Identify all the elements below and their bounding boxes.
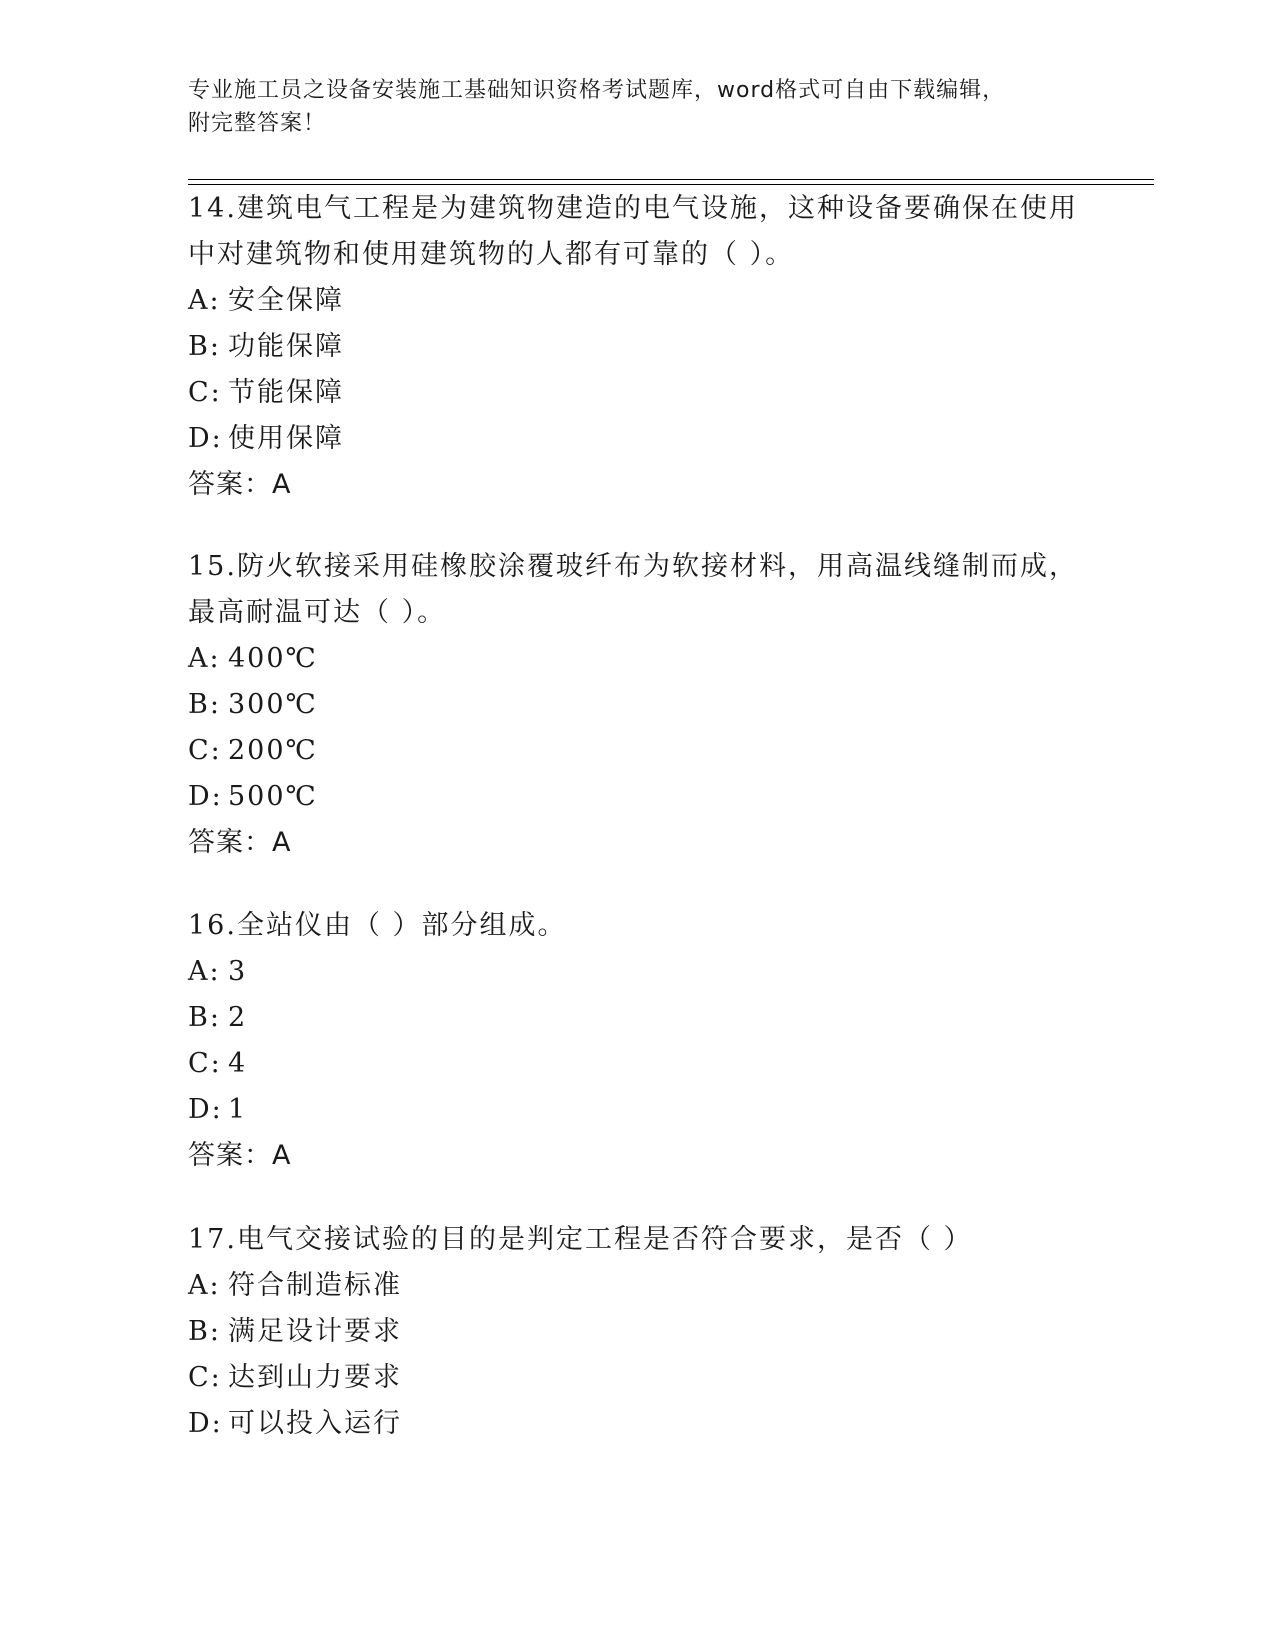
option-a (188, 949, 1108, 995)
option-d (188, 1401, 1108, 1447)
option-letter: B: (188, 1002, 221, 1033)
option-text: 400℃ (228, 643, 318, 674)
option-text: 500℃ (228, 781, 318, 812)
option-text: 3 (228, 956, 248, 987)
option-a (188, 636, 1108, 682)
option-text: 可以投入运行 (228, 1408, 402, 1439)
option-text: 安全保障 (228, 285, 344, 316)
document-header (188, 74, 1088, 140)
option-d (188, 774, 1108, 820)
option-letter: C: (188, 1362, 222, 1393)
option-c (188, 370, 1108, 416)
option-text: 2 (228, 1002, 248, 1033)
question-stem-line: 14.建筑电气工程是为建筑物建造的电气设施，这种设备要确保在使用 (188, 193, 1078, 224)
option-letter: A: (188, 643, 221, 674)
option-letter: C: (188, 1048, 222, 1079)
question-16 (188, 903, 1108, 1179)
header-divider-bottom (188, 184, 1154, 185)
option-text: 功能保障 (228, 331, 344, 362)
question-15 (188, 544, 1108, 866)
option-b (188, 682, 1108, 728)
option-text: 符合制造标准 (228, 1270, 402, 1301)
option-text: 节能保障 (228, 377, 344, 408)
option-letter: D: (188, 1408, 223, 1439)
option-letter: B: (188, 331, 221, 362)
option-letter: B: (188, 689, 221, 720)
option-letter: A: (188, 956, 221, 987)
option-b (188, 324, 1108, 370)
question-stem-line: 15.防火软接采用硅橡胶涂覆玻纤布为软接材料，用高温线缝制而成， (188, 551, 1078, 582)
answer-line: 答案：A (188, 469, 292, 500)
option-d (188, 1087, 1108, 1133)
option-letter: D: (188, 423, 223, 454)
header-line-2: 附完整答案！ (188, 111, 327, 136)
answer-line: 答案：A (188, 827, 292, 858)
question-stem-line: 17.电气交接试验的目的是判定工程是否符合要求，是否（ ） (188, 1224, 973, 1255)
option-c (188, 728, 1108, 774)
option-b (188, 1309, 1108, 1355)
option-letter: C: (188, 377, 222, 408)
question-17 (188, 1217, 1108, 1447)
option-d (188, 416, 1108, 462)
option-letter: D: (188, 1094, 223, 1125)
option-a (188, 278, 1108, 324)
option-text: 1 (228, 1094, 248, 1125)
header-line-1: 专业施工员之设备安装施工基础知识资格考试题库，word格式可自由下载编辑， (188, 78, 1006, 103)
option-text: 4 (228, 1048, 248, 1079)
option-text: 200℃ (228, 735, 318, 766)
option-text: 达到山力要求 (228, 1362, 402, 1393)
option-letter: C: (188, 735, 222, 766)
question-stem-line: 最高耐温可达（ ）。 (188, 597, 447, 628)
option-text: 满足设计要求 (228, 1316, 402, 1347)
option-text: 300℃ (228, 689, 318, 720)
option-a (188, 1263, 1108, 1309)
option-c (188, 1355, 1108, 1401)
answer-line: 答案：A (188, 1140, 292, 1171)
question-stem-line: 中对建筑物和使用建筑物的人都有可靠的（ ）。 (188, 239, 795, 270)
question-stem-line: 16.全站仪由（ ）部分组成。 (188, 910, 567, 941)
question-14 (188, 186, 1108, 508)
option-letter: B: (188, 1316, 221, 1347)
option-text: 使用保障 (228, 423, 344, 454)
option-b (188, 995, 1108, 1041)
option-letter: D: (188, 781, 223, 812)
option-letter: A: (188, 285, 221, 316)
option-letter: A: (188, 1270, 221, 1301)
header-divider-top (188, 179, 1154, 180)
option-c (188, 1041, 1108, 1087)
